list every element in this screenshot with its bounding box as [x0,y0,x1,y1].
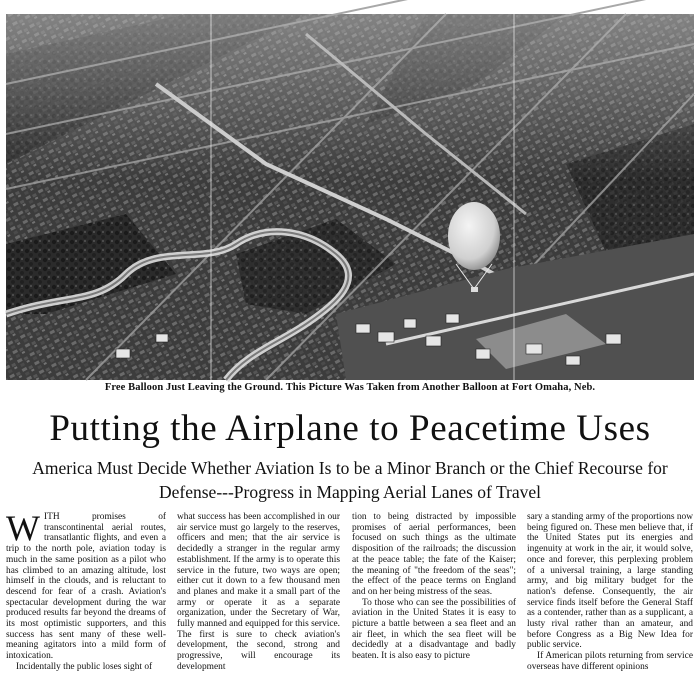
article-headline: Putting the Airplane to Peacetime Uses [49,408,651,449]
paragraph: what success has been accomplished in our air service must go largely to the reserves, officers and men; that the air service is decidedly a stranger in the regular army establishment. If the army is to operate this service in the future, two ways are open; either cut it down to a few thousand men and planes and make it a small part of the army or operate it as a separate organization, under the Secretary of War, fully manned and equipped for this service. The first is sure to check aviation's development, the second, strong and progressive, will encourage its development [177,512,340,672]
photo-caption: Free Balloon Just Leaving the Ground. This Picture Was Taken from Another Balloon at Fort Omaha, Neb. [104,382,596,393]
article-column-1 [6,508,166,672]
aerial-balloon-photo [6,14,694,380]
paragraph: ITH promises of transcontinental aerial routes, transatlantic flights, and even a trip to the north pole, aviation today is much in the same position as a pilot who has climbed to an amazing altitude, lost himself in the clouds, and is reluctant to descend for fear of a crash. Aviation's spectacular development during the war produced results far beyond the dreams of its most optimistic supporters, and this success has sent many of these well-meaning agitators into a mild form of intoxication. [6,512,166,662]
article-column-2 [177,512,340,672]
paragraph: tion to being distracted by impossible promises of aerial performances, been focused on such things as the ultimate disposition of the railroads; the discussion at the peace table; the fate of the Kaiser; the meaning of "the freedom of the seas"; the effect of the peace terms on England and on her being mistress of the seas. [352,512,516,597]
paragraph: Incidentally the public loses sight of [16,661,153,672]
article-subhead: America Must Decide Whether Aviation Is to be a Minor Branch or the Chief Recourse for Defense---Progress in Mapping Aerial Lanes of Travel [32,458,668,502]
article-column-4 [527,512,693,672]
article-column-3 [352,512,516,662]
paragraph: If American pilots returning from service overseas have different opinions [527,651,693,672]
paragraph: sary a standing army of the proportions now being figured on. These men believe that, if the United States put its energies and ingenuity at work in the air, it would solve, once and forever, this perplexing problem of a universal training, a large standing army, and big military budget for the nation's defense. Consequently, the air service finds itself before the General Staff as a contender, rather than as a supplicant, a lusty rival rather than an amateur, and before Congress as a Big New Idea for public service. [527,512,693,651]
paragraph: To those who can see the possibilities of aviation in the United States it is easy to picture a battle between a sea fleet and an air fleet, in which the sea fleet will be decidedly at a disadvantage and badly beaten. It is also easy to picture [352,597,516,662]
drop-cap: W [6,508,40,548]
